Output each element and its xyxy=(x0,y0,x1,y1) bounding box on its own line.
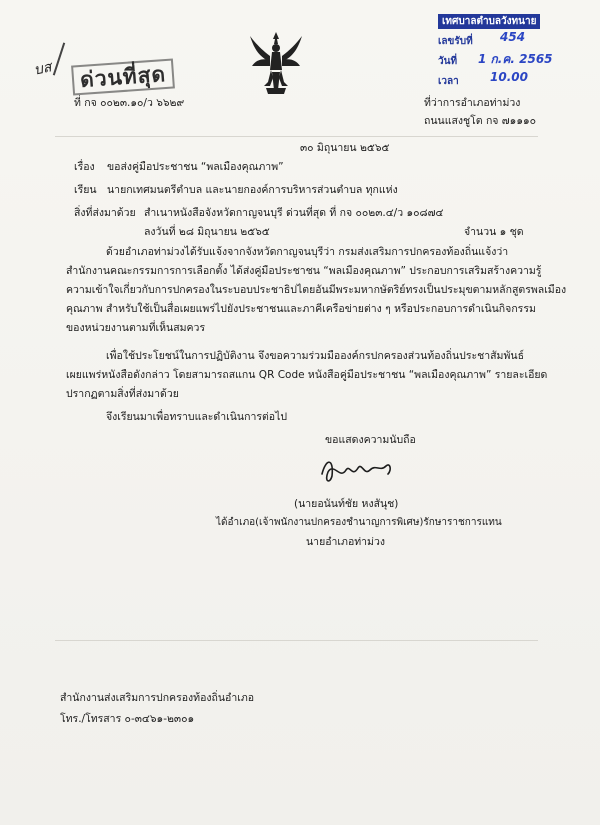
closing-salutation: ขอแสดงความนับถือ xyxy=(325,434,416,446)
closing-request: จึงเรียนมาเพื่อทราบและดำเนินการต่อไป xyxy=(106,411,288,423)
paragraph-line: ความเข้าใจเกี่ยวกับการปกครองในระบอบประชาธิปไตยอันมีพระมหากษัตริย์ทรงเป็นประมุขตามหลักสูตรพลเมือง xyxy=(66,284,567,296)
garuda-emblem-icon xyxy=(248,30,304,96)
office-address: ถนนแสงชูโต กจ ๗๑๑๑๐ xyxy=(424,115,537,127)
paragraph-line: สำนักงานคณะกรรมการการเลือกตั้ง ได้ส่งคู่มือประชาชน “พลเมืองคุณภาพ” ประกอบการเสริมสร้างความรู้ xyxy=(66,265,542,277)
received-number-value: 454 xyxy=(500,30,526,44)
paragraph-line: เผยแพร่หนังสือดังกล่าว โดยสามารถสแกน QR Code หนังสือคู่มือประชาชน “พลเมืองคุณภาพ” รายละเอียด xyxy=(66,369,548,381)
scan-line xyxy=(55,136,538,137)
paragraph-line: ของหน่วยงานตามที่เห็นสมควร xyxy=(66,322,206,334)
received-time-label: เวลา xyxy=(438,76,459,87)
handwritten-initials: บส xyxy=(32,59,53,79)
received-number-label: เลขรับที่ xyxy=(438,36,473,47)
paragraph-line: คุณภาพ สำหรับใช้เป็นสื่อเผยแพร่ไปยังประชาชนและภาคีเครือข่ายต่าง ๆ หรือประกอบการดำเนินกิจกรรม xyxy=(66,303,536,315)
paragraph-line: เพื่อใช้ประโยชน์ในการปฏิบัติงาน จึงขอความร่วมมือองค์กรปกครองส่วนท้องถิ่นประชาสัมพันธ์ xyxy=(106,350,524,362)
paragraph-line: ปรากฏตามสิ่งที่ส่งมาด้วย xyxy=(66,388,179,400)
paragraph-line: ด้วยอำเภอท่าม่วงได้รับแจ้งจากจังหวัดกาญจนบุรีว่า กรมส่งเสริมการปกครองท้องถิ่นแจ้งว่า xyxy=(106,246,509,258)
signatory-name: (นายอนันท์ชัย หงสันุช) xyxy=(294,498,399,510)
received-time-value: 10.00 xyxy=(490,70,528,84)
subject-text: ขอส่งคู่มือประชาชน “พลเมืองคุณภาพ” xyxy=(107,161,284,173)
handwritten-mark xyxy=(53,43,65,76)
footer-department: สำนักงานส่งเสริมการปกครองท้องถิ่นอำเภอ xyxy=(60,692,255,704)
recipient-text: นายกเทศมนตรีตำบล และนายกองค์การบริหารส่วนตำบล ทุกแห่ง xyxy=(107,184,398,196)
footer-phone: โทร./โทรสาร ๐-๓๔๖๑-๒๓๐๑ xyxy=(60,713,195,725)
urgency-stamp: ด่วนที่สุด xyxy=(71,58,175,95)
received-stamp xyxy=(400,12,594,90)
enclosure-line-1: สำเนาหนังสือจังหวัดกาญจนบุรี ด่วนที่สุด ที่ กจ ๐๐๒๓.๔/ว ๑๐๘๗๔ xyxy=(144,207,444,219)
signatory-title-1: ได้อำเภอ(เจ้าพนักงานปกครองชำนาญการพิเศษ)รักษาราชการแทน xyxy=(216,517,502,528)
enclosure-line-2: ลงวันที่ ๒๘ มิถุนายน ๒๕๖๕ xyxy=(144,226,270,238)
enclosure-label: สิ่งที่ส่งมาด้วย xyxy=(74,207,136,219)
enclosure-quantity: จำนวน ๑ ชุด xyxy=(464,226,524,238)
handwritten-signature-icon xyxy=(316,452,396,488)
document-number: ที่ กจ ๐๐๒๓.๑๐/ว ๖๖๒๙ xyxy=(74,97,185,109)
received-date-value: 1 ก.ค. 2565 xyxy=(478,52,553,66)
subject-label: เรื่อง xyxy=(74,161,95,173)
received-stamp-office: เทศบาลตำบลวังทนาย xyxy=(438,14,540,29)
received-date-label: วันที่ xyxy=(438,56,458,67)
scan-line xyxy=(55,640,538,641)
signatory-title-2: นายอำเภอท่าม่วง xyxy=(306,536,386,548)
issuing-office: ที่ว่าการอำเภอท่าม่วง xyxy=(424,97,521,109)
recipient-label: เรียน xyxy=(74,184,97,196)
document-date: ๓๐ มิถุนายน ๒๕๖๕ xyxy=(300,142,390,154)
